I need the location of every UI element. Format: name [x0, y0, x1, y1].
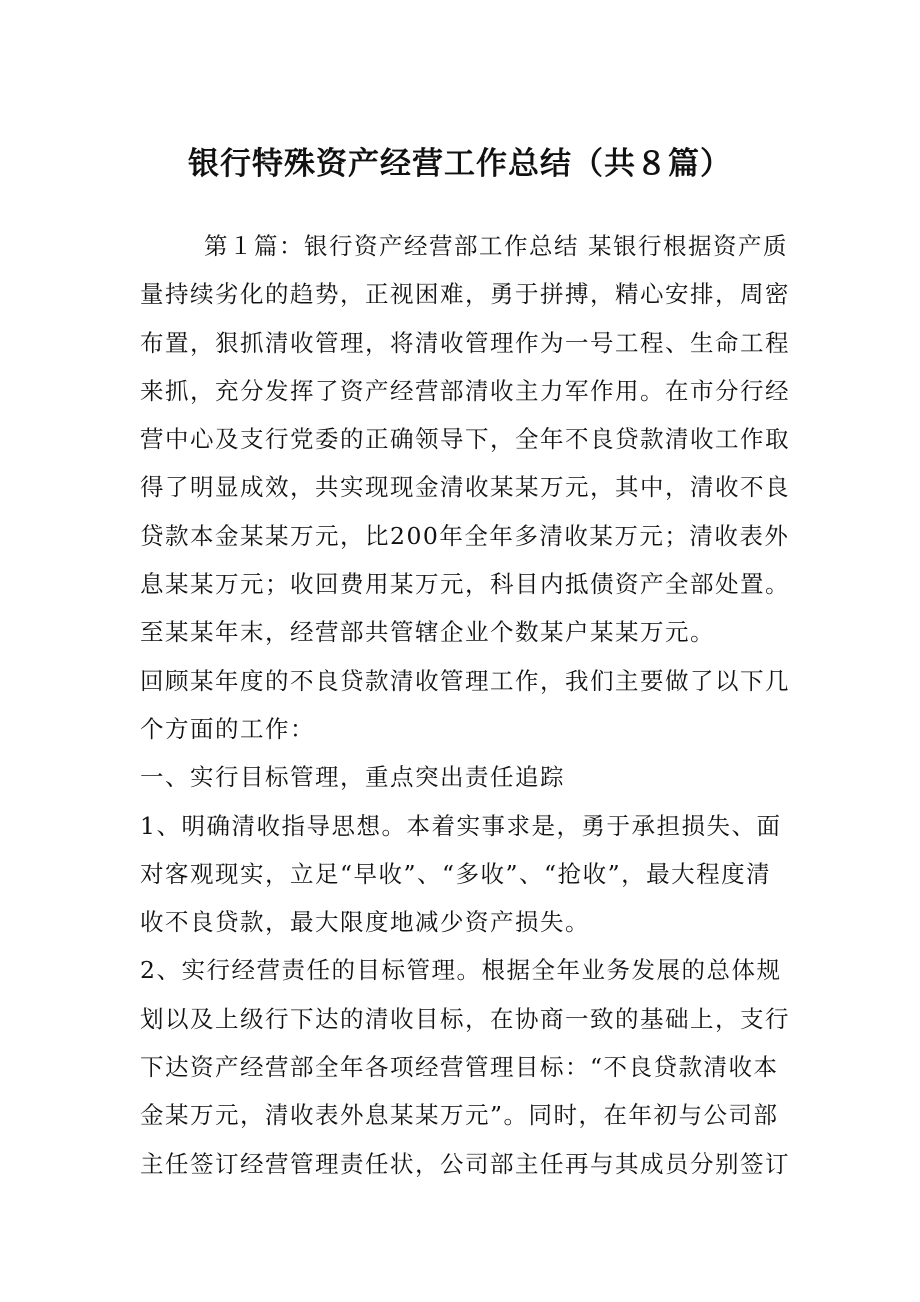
paragraph-line: 下达资产经营部全年各项经营管理目标：“不良贷款清收本 — [140, 1053, 779, 1082]
paragraph-line: 至某某年末，经营部共管辖企业个数某户某某万元。 — [140, 618, 715, 647]
paragraph-line: 营中心及支行党委的正确领导下，全年不良贷款清收工作取 — [140, 425, 790, 454]
section-heading: 一、实行目标管理，重点突出责任追踪 — [140, 763, 565, 792]
paragraph-line: 个方面的工作： — [140, 714, 315, 743]
document-body — [140, 222, 790, 1188]
paragraph-line: 布置，狠抓清收管理，将清收管理作为一号工程、生命工程 — [140, 328, 790, 357]
paragraph-line: 得了明显成效，共实现现金清收某某万元，其中，清收不良 — [140, 473, 790, 502]
paragraph-line: 息某某万元；收回费用某万元，科目内抵债资产全部处置。 — [140, 570, 790, 599]
paragraph-line: 金某万元，清收表外息某某万元”。同时，在年初与公司部 — [140, 1101, 779, 1130]
paragraph-line: 2、实行经营责任的目标管理。根据全年业务发展的总体规 — [140, 956, 782, 985]
paragraph-line: 贷款本金某某万元，比200年全年多清收某万元；清收表外 — [140, 521, 790, 550]
paragraph-line: 划以及上级行下达的清收目标，在协商一致的基础上，支行 — [140, 1004, 790, 1033]
paragraph-line: 1、明确清收指导思想。本着实事求是，勇于承担损失、面 — [140, 811, 782, 840]
paragraph-line: 对客观现实，立足“早收”、“多收”、“抢收”，最大程度清 — [140, 859, 772, 888]
paragraph-line: 来抓，充分发挥了资产经营部清收主力军作用。在市分行经 — [140, 376, 790, 405]
paragraph-line: 回顾某年度的不良贷款清收管理工作，我们主要做了以下几 — [140, 666, 790, 695]
paragraph-line: 第１篇：银行资产经营部工作总结 某银行根据资产质 — [204, 232, 788, 260]
paragraph-line: 量持续劣化的趋势，正视困难，勇于拼搏，精心安排，周密 — [140, 280, 790, 309]
paragraph-line: 主任签订经营管理责任状，公司部主任再与其成员分别签订 — [140, 1149, 790, 1178]
paragraph-line: 收不良贷款，最大限度地减少资产损失。 — [140, 908, 590, 937]
document-title: 银行特殊资产经营工作总结（共８篇） — [188, 146, 732, 182]
